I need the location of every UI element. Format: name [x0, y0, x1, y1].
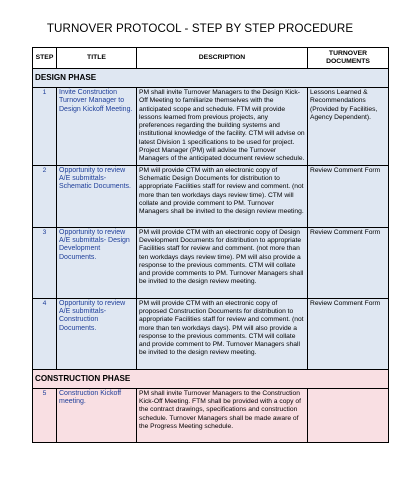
step-title: Opportunity to review A/E submittals- Design Development Documents.	[57, 227, 137, 298]
step-title: Invite Construction Turnover Manager to Design Kickoff Meeting.	[57, 88, 137, 166]
turnover-documents: Lessons Learned & Recommendations (Provided by Facilities, Agency Dependent).	[308, 88, 389, 166]
table-row	[33, 165, 389, 227]
step-number: 2	[33, 165, 57, 227]
page-title: TURNOVER PROTOCOL - STEP BY STEP PROCEDURE	[46, 22, 354, 35]
step-description: PM will provide CTM with an electronic copy of Design Development Documents for distribution to appropriate Facilities staff for review and comment. (not more than ten workdays days review time). PM will also provide a response to the previous comments. CTM will collate and provide comments to PM. Turnover Managers shall be invited to the design review meeting.	[137, 227, 308, 298]
step-description: PM shall invite Turnover Managers to the Construction Kick-Off Meeting. FTM shall be provided with a copy of the contract drawings, specifications and construction schedule. Turnover Managers shall be made aware of the Progress Meeting schedule.	[137, 388, 308, 442]
phase-row-design	[33, 69, 389, 88]
column-header-step: STEP	[33, 48, 57, 69]
step-description: PM will provide CTM with an electronic copy of proposed Construction Documents for distribution to appropriate Facilities staff for review and comment. (not more than ten workdays days). PM will also provide a response to the previous comments. CTM will collate and provide comment to PM. Turnover Managers shall be invited to the design review meeting.	[137, 298, 308, 369]
phase-label-design: DESIGN PHASE	[33, 69, 389, 88]
turnover-documents: Review Comment Form	[308, 165, 389, 227]
step-number: 3	[33, 227, 57, 298]
table-row	[33, 227, 389, 298]
phase-row-construction	[33, 369, 389, 388]
column-header-description: DESCRIPTION	[137, 48, 308, 69]
table-row	[33, 298, 389, 369]
phase-label-construction: CONSTRUCTION PHASE	[33, 369, 389, 388]
table-header-row	[33, 48, 389, 69]
turnover-documents	[308, 388, 389, 442]
step-title: Opportunity to review A/E submittals- Construction Documents.	[57, 298, 137, 369]
turnover-documents: Review Comment Form	[308, 227, 389, 298]
step-title: Construction Kickoff meeting.	[57, 388, 137, 442]
table-row	[33, 388, 389, 442]
procedure-table	[32, 47, 389, 443]
step-number: 5	[33, 388, 57, 442]
step-title: Opportunity to review A/E submittals- Schematic Documents.	[57, 165, 137, 227]
step-number: 1	[33, 88, 57, 166]
turnover-documents: Review Comment Form	[308, 298, 389, 369]
column-header-docs: TURNOVER DOCUMENTS	[308, 48, 389, 69]
step-description: PM will provide CTM with an electronic copy of Schematic Design Documents for distribution to appropriate Facilities staff for review and comment. (not more than ten workdays days review time). CTM will collate and provide comment to PM. Turnover Managers shall be invited to the design review meeting.	[137, 165, 308, 227]
step-description: PM shall invite Turnover Managers to the Design Kick-Off Meeting to familiarize themselves with the anticipated scope and schedule. FTM will provide lessons learned from previous projects, any preferences regarding the building systems and institutional knowledge of the facility. CTM will advise on latest Division 1 specifications to be used for project. Project Manager (PM) will advise the Turnover Managers of the anticipated document review schedule.	[137, 88, 308, 166]
step-number: 4	[33, 298, 57, 369]
table-row	[33, 88, 389, 166]
column-header-title: TITLE	[57, 48, 137, 69]
